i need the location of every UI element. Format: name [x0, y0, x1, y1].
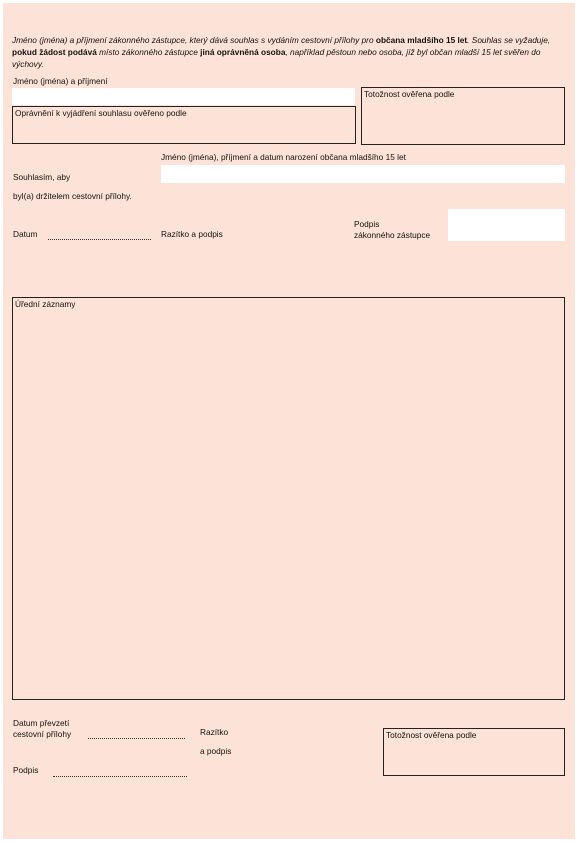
pickup-identity-label: Totožnost ověřena podle	[386, 730, 477, 740]
intro-text-4: , například pěstoun nebo osoba, jíž byl občan mladší 15 let svěřen do výchovy.	[12, 47, 541, 69]
guardian-identity-box[interactable]	[361, 87, 565, 145]
intro-bold-2: pokud žádost podává	[12, 47, 97, 57]
official-records-box[interactable]	[12, 297, 565, 700]
guardian-name-label: Jméno (jména) a příjmení	[13, 76, 108, 86]
guardian-signature-field[interactable]	[448, 209, 565, 241]
pickup-signature-label: Podpis	[13, 765, 39, 775]
agree-label: Souhlasím, aby	[13, 172, 71, 182]
pickup-signature-line[interactable]	[53, 776, 187, 777]
child-name-field[interactable]	[161, 165, 565, 183]
pickup-stamp-label-1: Razítko	[200, 727, 229, 737]
intro-paragraph	[12, 34, 568, 70]
holder-label: byl(a) držitelem cestovní přílohy.	[13, 191, 132, 201]
pickup-date-label-1: Datum převzetí	[13, 718, 70, 728]
authorization-box[interactable]	[12, 106, 356, 144]
guardian-signature-label-2: zákonného zástupce	[354, 230, 431, 240]
guardian-signature-label-1: Podpis	[354, 219, 380, 229]
pickup-date-label-2: cestovní přílohy	[13, 729, 72, 739]
consent-date-line[interactable]	[48, 239, 151, 240]
intro-text-1: Jméno (jména) a příjmení zákonného zástupce, který dává souhlas s vydáním cestovní přílohy pro	[12, 35, 376, 45]
pickup-identity-box[interactable]	[383, 728, 565, 776]
intro-bold-3: jiná oprávněná osoba	[200, 47, 286, 57]
pickup-stamp-label-2: a podpis	[200, 746, 232, 756]
pickup-date-label	[13, 718, 71, 740]
guardian-identity-label: Totožnost ověřena podle	[364, 89, 455, 99]
intro-text-3: místo zákonného zástupce	[96, 47, 201, 57]
guardian-signature-label	[354, 219, 430, 241]
official-records-label: Úřední záznamy	[15, 299, 76, 309]
guardian-name-field[interactable]	[12, 88, 355, 105]
intro-text-2: . Souhlas se vyžaduje,	[467, 35, 551, 45]
consent-stamp-label: Razítko a podpis	[161, 229, 223, 239]
child-name-label: Jméno (jména), příjmení a datum narození občana mladšího 15 let	[161, 152, 406, 162]
intro-bold-1: občana mladšího 15 let	[375, 35, 468, 45]
pickup-date-line[interactable]	[88, 738, 185, 739]
consent-date-label: Datum	[13, 229, 38, 239]
authorization-label: Oprávnění k vyjádření souhlasu ověřeno podle	[15, 108, 187, 118]
